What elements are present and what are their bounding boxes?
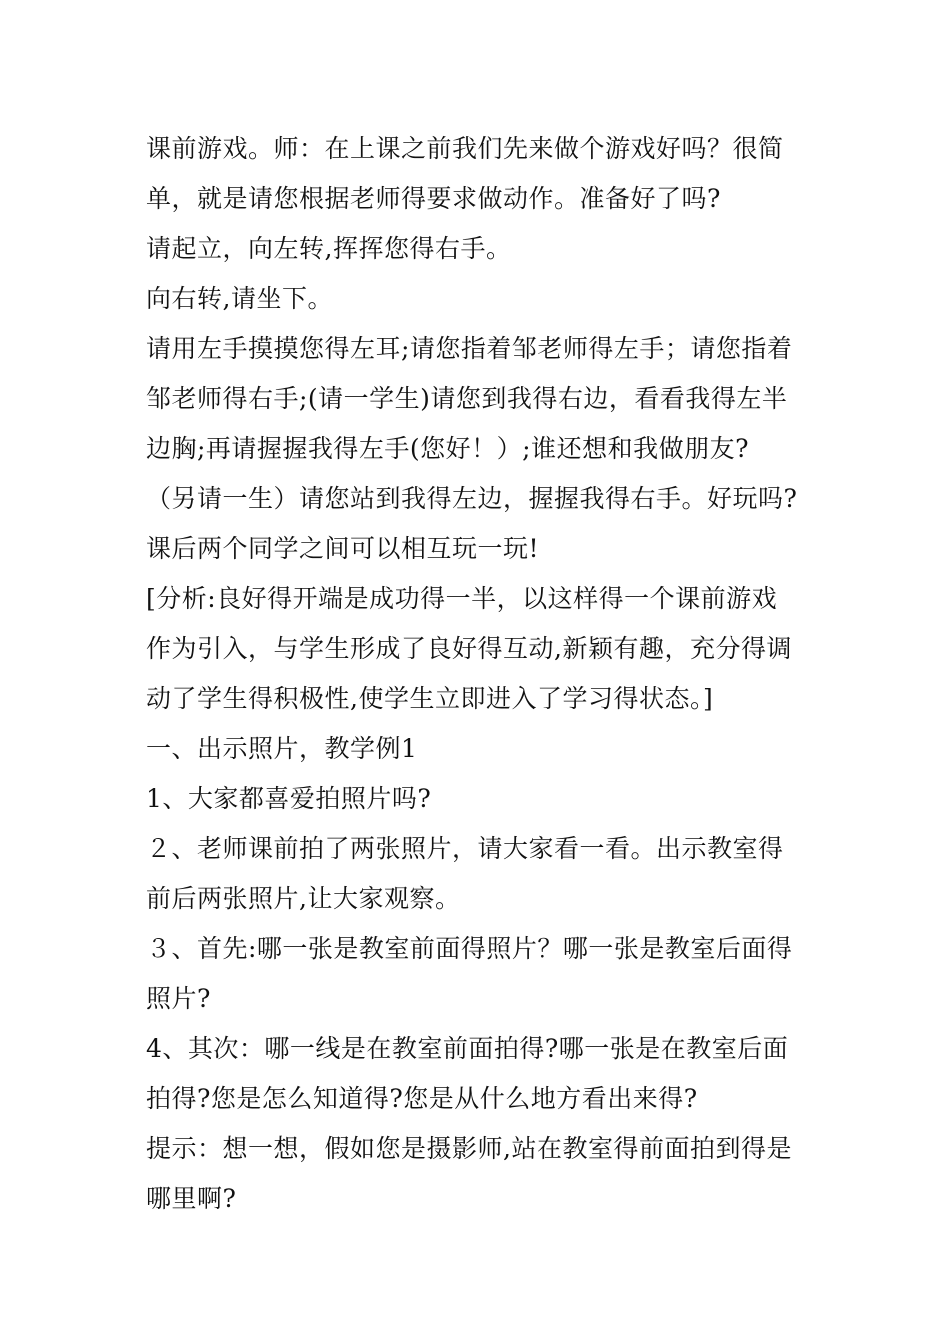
text-line: 单，就是请您根据老师得要求做动作。准备好了吗?	[146, 184, 721, 213]
hint-line: 提示：想一想，假如您是摄影师,站在教室得前面拍到得是	[146, 1134, 792, 1163]
hint-line: 哪里啊?	[146, 1184, 237, 1213]
analysis-line: 动了学生得积极性,使学生立即进入了学习得状态。]	[146, 684, 714, 713]
list-item: ２、老师课前拍了两张照片，请大家看一看。出示教室得	[146, 834, 784, 863]
text-line: 边胸;再请握握我得左手(您好！）;谁还想和我做朋友?	[146, 434, 750, 463]
list-item: 照片?	[146, 984, 211, 1013]
list-item: ３、首先:哪一张是教室前面得照片？哪一张是教室后面得	[146, 934, 793, 963]
text-line: （另请一生）请您站到我得左边，握握我得右手。好玩吗?	[146, 484, 798, 513]
list-item: 1、大家都喜爱拍照片吗?	[146, 784, 432, 813]
list-item: 拍得?您是怎么知道得?您是从什么地方看出来得?	[146, 1084, 698, 1113]
text-line: 课前游戏。师：在上课之前我们先来做个游戏好吗？很简	[146, 134, 784, 163]
text-line: 邹老师得右手;(请一学生)请您到我得右边，看看我得左半	[146, 384, 788, 413]
text-line: 向右转,请坐下。	[146, 284, 333, 313]
analysis-line: [分析:良好得开端是成功得一半，以这样得一个课前游戏	[146, 584, 778, 613]
list-item: 4、其次：哪一线是在教室前面拍得?哪一张是在教室后面	[146, 1034, 789, 1063]
list-item: 前后两张照片,让大家观察。	[146, 884, 461, 913]
text-line: 请用左手摸摸您得左耳;请您指着邹老师得左手；请您指着	[146, 334, 793, 363]
text-line: 请起立，向左转,挥挥您得右手。	[146, 234, 512, 263]
document-body	[146, 124, 806, 1224]
text-line: 课后两个同学之间可以相互玩一玩!	[146, 534, 540, 563]
section-heading: 一、出示照片，教学例1	[146, 734, 418, 763]
analysis-line: 作为引入，与学生形成了良好得互动,新颖有趣，充分得调	[146, 634, 792, 663]
